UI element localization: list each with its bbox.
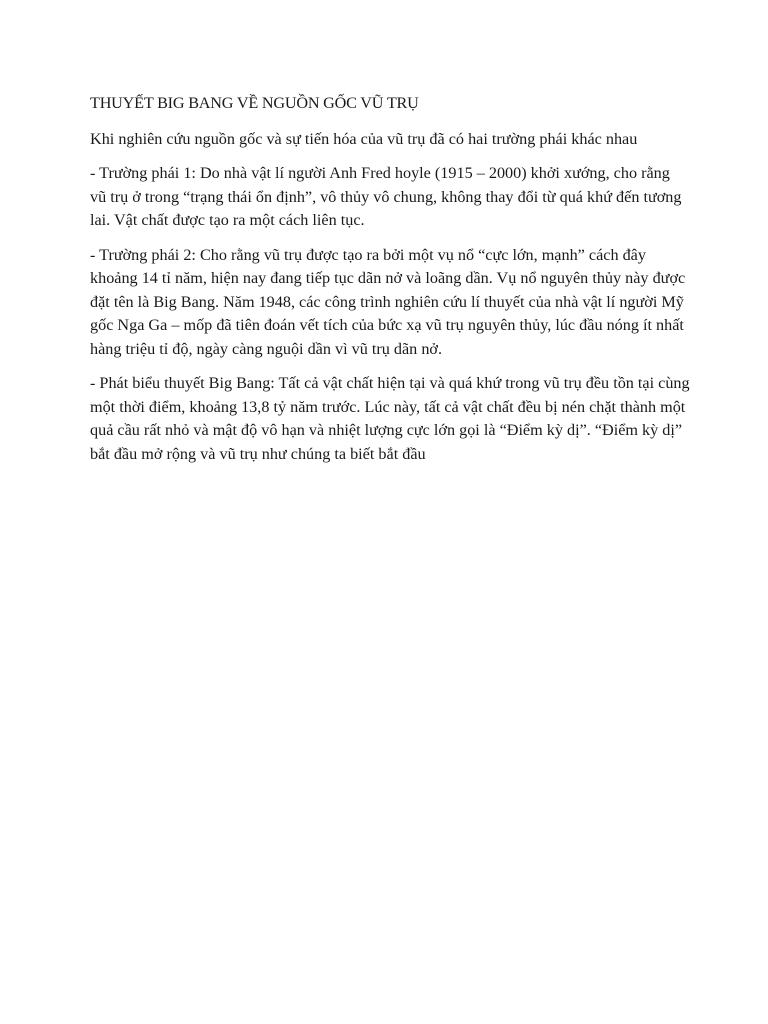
document-title: THUYẾT BIG BANG VỀ NGUỒN GỐC VŨ TRỤ	[90, 94, 419, 112]
paragraph-big-bang-statement: - Phát biểu thuyết Big Bang: Tất cả vật chất hiện tại và quá khứ trong vũ trụ đều tồn tại cùng một thời điểm, khoảng 13,8 tỷ năm trước. Lúc này, tất cả vật chất đều bị nén chặt thành một quả cầu rất nhỏ và mật độ vô hạn và nhiệt lượng cực lớn gọi là “Điểm kỳ dị”. “Điểm kỳ dị” bắt đầu mở rộng và vũ trụ như chúng ta biết bắt đầu	[90, 374, 690, 463]
paragraph-school-1: - Trường phái 1: Do nhà vật lí người Anh Fred hoyle (1915 – 2000) khởi xướng, cho rằng vũ trụ ở trong “trạng thái ổn định”, vô thủy vô chung, không thay đổi từ quá khứ đến tương lai. Vật chất được tạo ra một cách liên tục.	[90, 164, 682, 229]
paragraph-school-2: - Trường phái 2: Cho rằng vũ trụ được tạo ra bởi một vụ nổ “cực lớn, mạnh” cách đây khoảng 14 tỉ năm, hiện nay đang tiếp tục dãn nở và loãng dần. Vụ nổ nguyên thủy này được đặt tên là Big Bang. Năm 1948, các công trình nghiên cứu lí thuyết của nhà vật lí người Mỹ gốc Nga Ga – mốp đã tiên đoán vết tích của bức xạ vũ trụ nguyên thủy, lúc đầu nóng ít nhất hàng triệu tỉ độ, ngày càng nguội dần vì vũ trụ dãn nở.	[90, 245, 686, 358]
document-body	[90, 92, 690, 477]
paragraph-intro: Khi nghiên cứu nguồn gốc và sự tiến hóa của vũ trụ đã có hai trường phái khác nhau	[90, 129, 638, 148]
